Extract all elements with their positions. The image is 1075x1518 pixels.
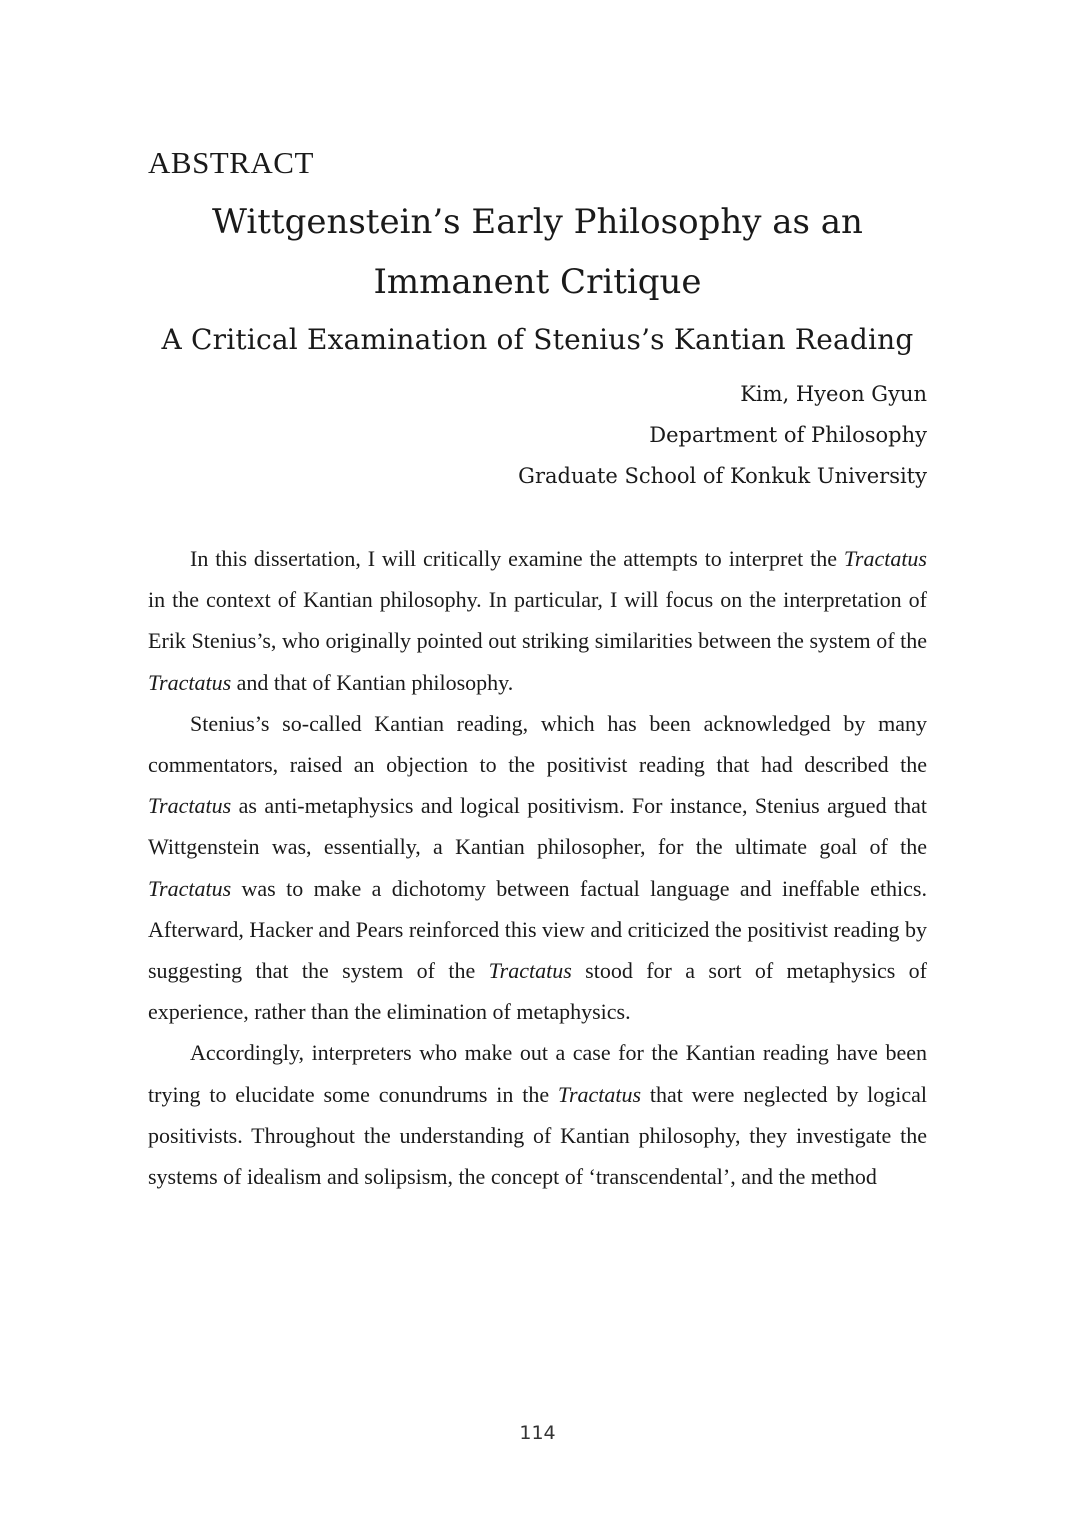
text-run: in the context of Kantian philosophy. In particular, I will focus on the interpretation of Erik Stenius’s, who originally pointed out striking similarities between the system of the	[148, 587, 927, 654]
text-run: that were neglected by logical positivists. Throughout the understanding of Kantian philosophy, they investigate the systems of idealism and solipsism, the concept of ‘transcendental’, and the method	[148, 1081, 927, 1190]
abstract-body	[148, 538, 927, 1197]
document-subtitle: A Critical Examination of Stenius’s Kantian Reading	[161, 323, 914, 356]
italic-title: Tractatus	[843, 546, 927, 571]
italic-title: Tractatus	[148, 875, 232, 901]
page-number: 114	[519, 1422, 556, 1444]
abstract-heading: ABSTRACT	[148, 145, 314, 180]
italic-title: Tractatus	[488, 958, 572, 984]
author-name: Kim, Hyeon Gyun	[740, 382, 927, 406]
title-line-1: Wittgenstein’s Early Philosophy as an	[212, 202, 863, 242]
paragraph-2	[148, 703, 927, 1033]
italic-title: Tractatus	[148, 669, 232, 695]
italic-title: Tractatus	[557, 1081, 642, 1107]
text-run: Stenius’s so-called Kantian reading, which has been acknowledged by many commentators, raised an objection to the positivist reading that had described the	[148, 710, 927, 778]
text-run: and that of Kantian philosophy.	[231, 669, 514, 695]
author-school: Graduate School of Konkuk University	[518, 464, 927, 488]
document-title	[0, 192, 1075, 312]
author-block	[518, 374, 927, 497]
paragraph-3	[148, 1032, 927, 1197]
text-run: was to make a dichotomy between factual language and ineffable ethics. Afterward, Hacker and Pears reinforced this view and criticized the positivist reading by suggesting that the system of the	[148, 875, 927, 984]
paragraph-1	[148, 538, 927, 703]
text-run: as anti-metaphysics and logical positivism. For instance, Stenius argued that Wittgenstein was, essentially, a Kantian philosopher, for the ultimate goal of the	[148, 793, 927, 860]
title-line-2: Immanent Critique	[373, 262, 702, 302]
text-run: stood for a sort of metaphysics of experience, rather than the elimination of metaphysics.	[148, 958, 928, 1025]
italic-title: Tractatus	[148, 793, 232, 819]
text-run: Accordingly, interpreters who make out a case for the Kantian reading have been trying to elucidate some conundrums in the	[148, 1040, 927, 1107]
author-department: Department of Philosophy	[649, 423, 927, 447]
text-run: In this dissertation, I will critically examine the attempts to interpret the	[190, 546, 844, 571]
